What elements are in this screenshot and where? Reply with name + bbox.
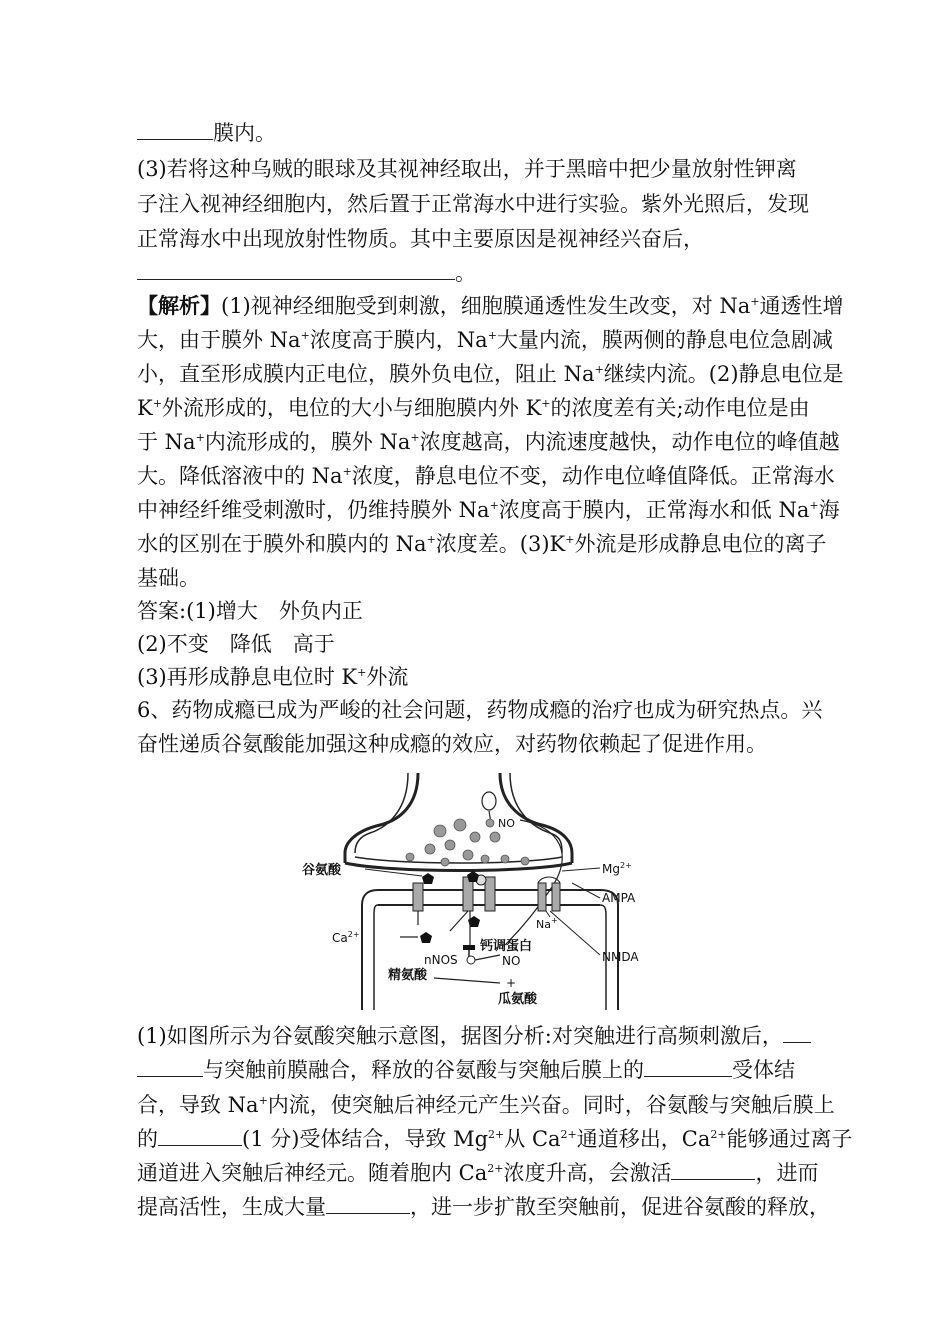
- nnos-to-no-arrow: [475, 955, 500, 960]
- calmodulin-symbol: [463, 945, 475, 950]
- label-ca: $Ca^{2+}$: [332, 930, 360, 945]
- nmda-receptor-right: [485, 877, 495, 911]
- vesicle-top: [482, 792, 496, 810]
- arginine-arrow: [434, 978, 500, 983]
- q5-3-line-1: (3)若将这种乌贼的眼球及其视神经取出，并于黑暗中把少量放射性钾离: [137, 157, 797, 181]
- label-calmodulin: 钙调蛋白: [480, 939, 533, 954]
- analysis-line-2: 大，由于膜外 Na+浓度高于膜内，Na+大量内流，膜两侧的静息电位急剧减: [137, 328, 833, 352]
- answer-line-1: 答案:(1)增大 外负内正: [137, 599, 363, 623]
- analysis-line-3: 小，直至形成膜内正电位，膜外负电位，阻止 Na+继续内流。(2)静息电位是: [137, 362, 844, 386]
- q6-line-1: 6、药物成瘾已成为严峻的社会问题，药物成瘾的治疗也成为研究热点。兴: [137, 698, 823, 722]
- label-plus: +: [506, 976, 517, 990]
- presynaptic-membrane: [345, 863, 572, 871]
- analysis-line-5: 于 Na+内流形成的，膜外 Na+浓度越高，内流速度越快，动作电位的峰值越: [137, 430, 840, 454]
- label-ampa: AMPA: [602, 891, 636, 905]
- na-arrow: [546, 911, 550, 917]
- answer-blank: [137, 117, 213, 140]
- label-na: Na+: [536, 916, 558, 931]
- answer-blank: [671, 1157, 755, 1180]
- label-citrulline: 瓜氨酸: [498, 992, 538, 1007]
- ampa-receptor-right: [552, 883, 560, 911]
- postsynaptic-inner-left: [374, 905, 378, 1010]
- analysis-label: 【解析】: [137, 293, 221, 318]
- arrow-ca-flow: [450, 911, 468, 931]
- answer-blank: [158, 1123, 242, 1146]
- q6-1-line-1: (1)如图所示为谷氨酸突触示意图，据图分析:对突触进行高频刺激后，: [137, 1020, 842, 1052]
- answer-blank: [137, 1054, 203, 1077]
- no-label-top: NO: [498, 817, 515, 830]
- label-mg: $Mg^{2+}$: [602, 861, 632, 876]
- q5-line-2: 膜内。: [137, 117, 842, 149]
- answer-line-3: (3)再形成静息电位时 K+外流: [137, 665, 409, 689]
- analysis-line-7: 中神经纤维受刺激时，仍维持膜外 Na+浓度高于膜内，正常海水和低 Na+海: [137, 498, 840, 522]
- receptor-left: [413, 883, 423, 911]
- answer-blank: [137, 257, 455, 280]
- answer-blank: [326, 1191, 410, 1214]
- q6-1-line-3: 合，导致 Na+内流，使突触后神经元产生兴奋。同时，谷氨酸与突触后膜上: [137, 1093, 835, 1117]
- glutamate-molecule-1: [422, 873, 434, 884]
- analysis-line-1: 【解析】(1)视神经细胞受到刺激，细胞膜通透性发生改变，对 Na+通透性增: [137, 293, 844, 318]
- mg-pointer: [562, 868, 600, 871]
- presynaptic-membrane-inner: [355, 857, 562, 863]
- ampa-receptor-left: [538, 883, 546, 911]
- postsynaptic-outline-left: [362, 890, 378, 1010]
- q6-1-line-5: 通道进入突触后神经元。随着胞内 $Ca^{2+}$浓度升高，会激活 ，进而: [137, 1157, 842, 1189]
- analysis-line-6: 大。降低溶液中的 Na+浓度，静息电位不变，动作电位峰值降低。正常海水: [137, 464, 835, 488]
- synapse-diagram: [300, 765, 660, 1010]
- nmda-receptor-left: [463, 877, 473, 911]
- q5-3-line-2: 子注入视神经细胞内，然后置于正常海水中进行实验。紫外光照后，发现: [137, 192, 809, 216]
- answer-blank: [783, 1020, 811, 1043]
- answer-blank: [644, 1054, 732, 1077]
- label-no-bottom: NO: [502, 954, 521, 968]
- nnos-circle: [467, 956, 475, 964]
- analysis-line-8: 水的区别在于膜外和膜内的 Na+浓度差。(3)K+外流是形成静息电位的离子: [137, 532, 827, 556]
- q6-1-line-2: 与突触前膜融合，释放的谷氨酸与突触后膜上的 受体结: [137, 1054, 842, 1086]
- q6-line-2: 奋性递质谷氨酸能加强这种成瘾的效应，对药物依赖起了促进作用。: [137, 732, 767, 756]
- label-nmda: NMDA: [602, 950, 639, 964]
- answer-line-2: (2)不变 降低 高于: [137, 632, 335, 656]
- q6-1-line-4: 的 (1 分)受体结合，导致 $Mg^{2+}$从 $Ca^{2+}$通道移出，$Ca^{2+}$能够通过离子: [137, 1123, 842, 1155]
- label-arginine: 精氨酸: [388, 968, 428, 983]
- presynaptic-inner-left: [355, 773, 408, 853]
- analysis-line-4: K+外流形成的，电位的大小与细胞膜内外 K+的浓度差有关;动作电位是由: [137, 396, 810, 420]
- glutamate-molecule-2: [467, 871, 479, 882]
- glutamate-molecule-3: [420, 932, 432, 943]
- label-nnos: nNOS: [424, 953, 458, 967]
- q5-3-line-4: 。: [137, 257, 842, 289]
- q6-1-line-6: 提高活性，生成大量 ，进一步扩散至突触前，促进谷氨酸的释放，: [137, 1191, 842, 1223]
- analysis-line-9: 基础。: [137, 566, 200, 590]
- label-glutamate: 谷氨酸: [302, 863, 342, 878]
- q5-3-line-3: 正常海水中出现放射性物质。其中主要原因是视神经兴奋后，: [137, 227, 704, 251]
